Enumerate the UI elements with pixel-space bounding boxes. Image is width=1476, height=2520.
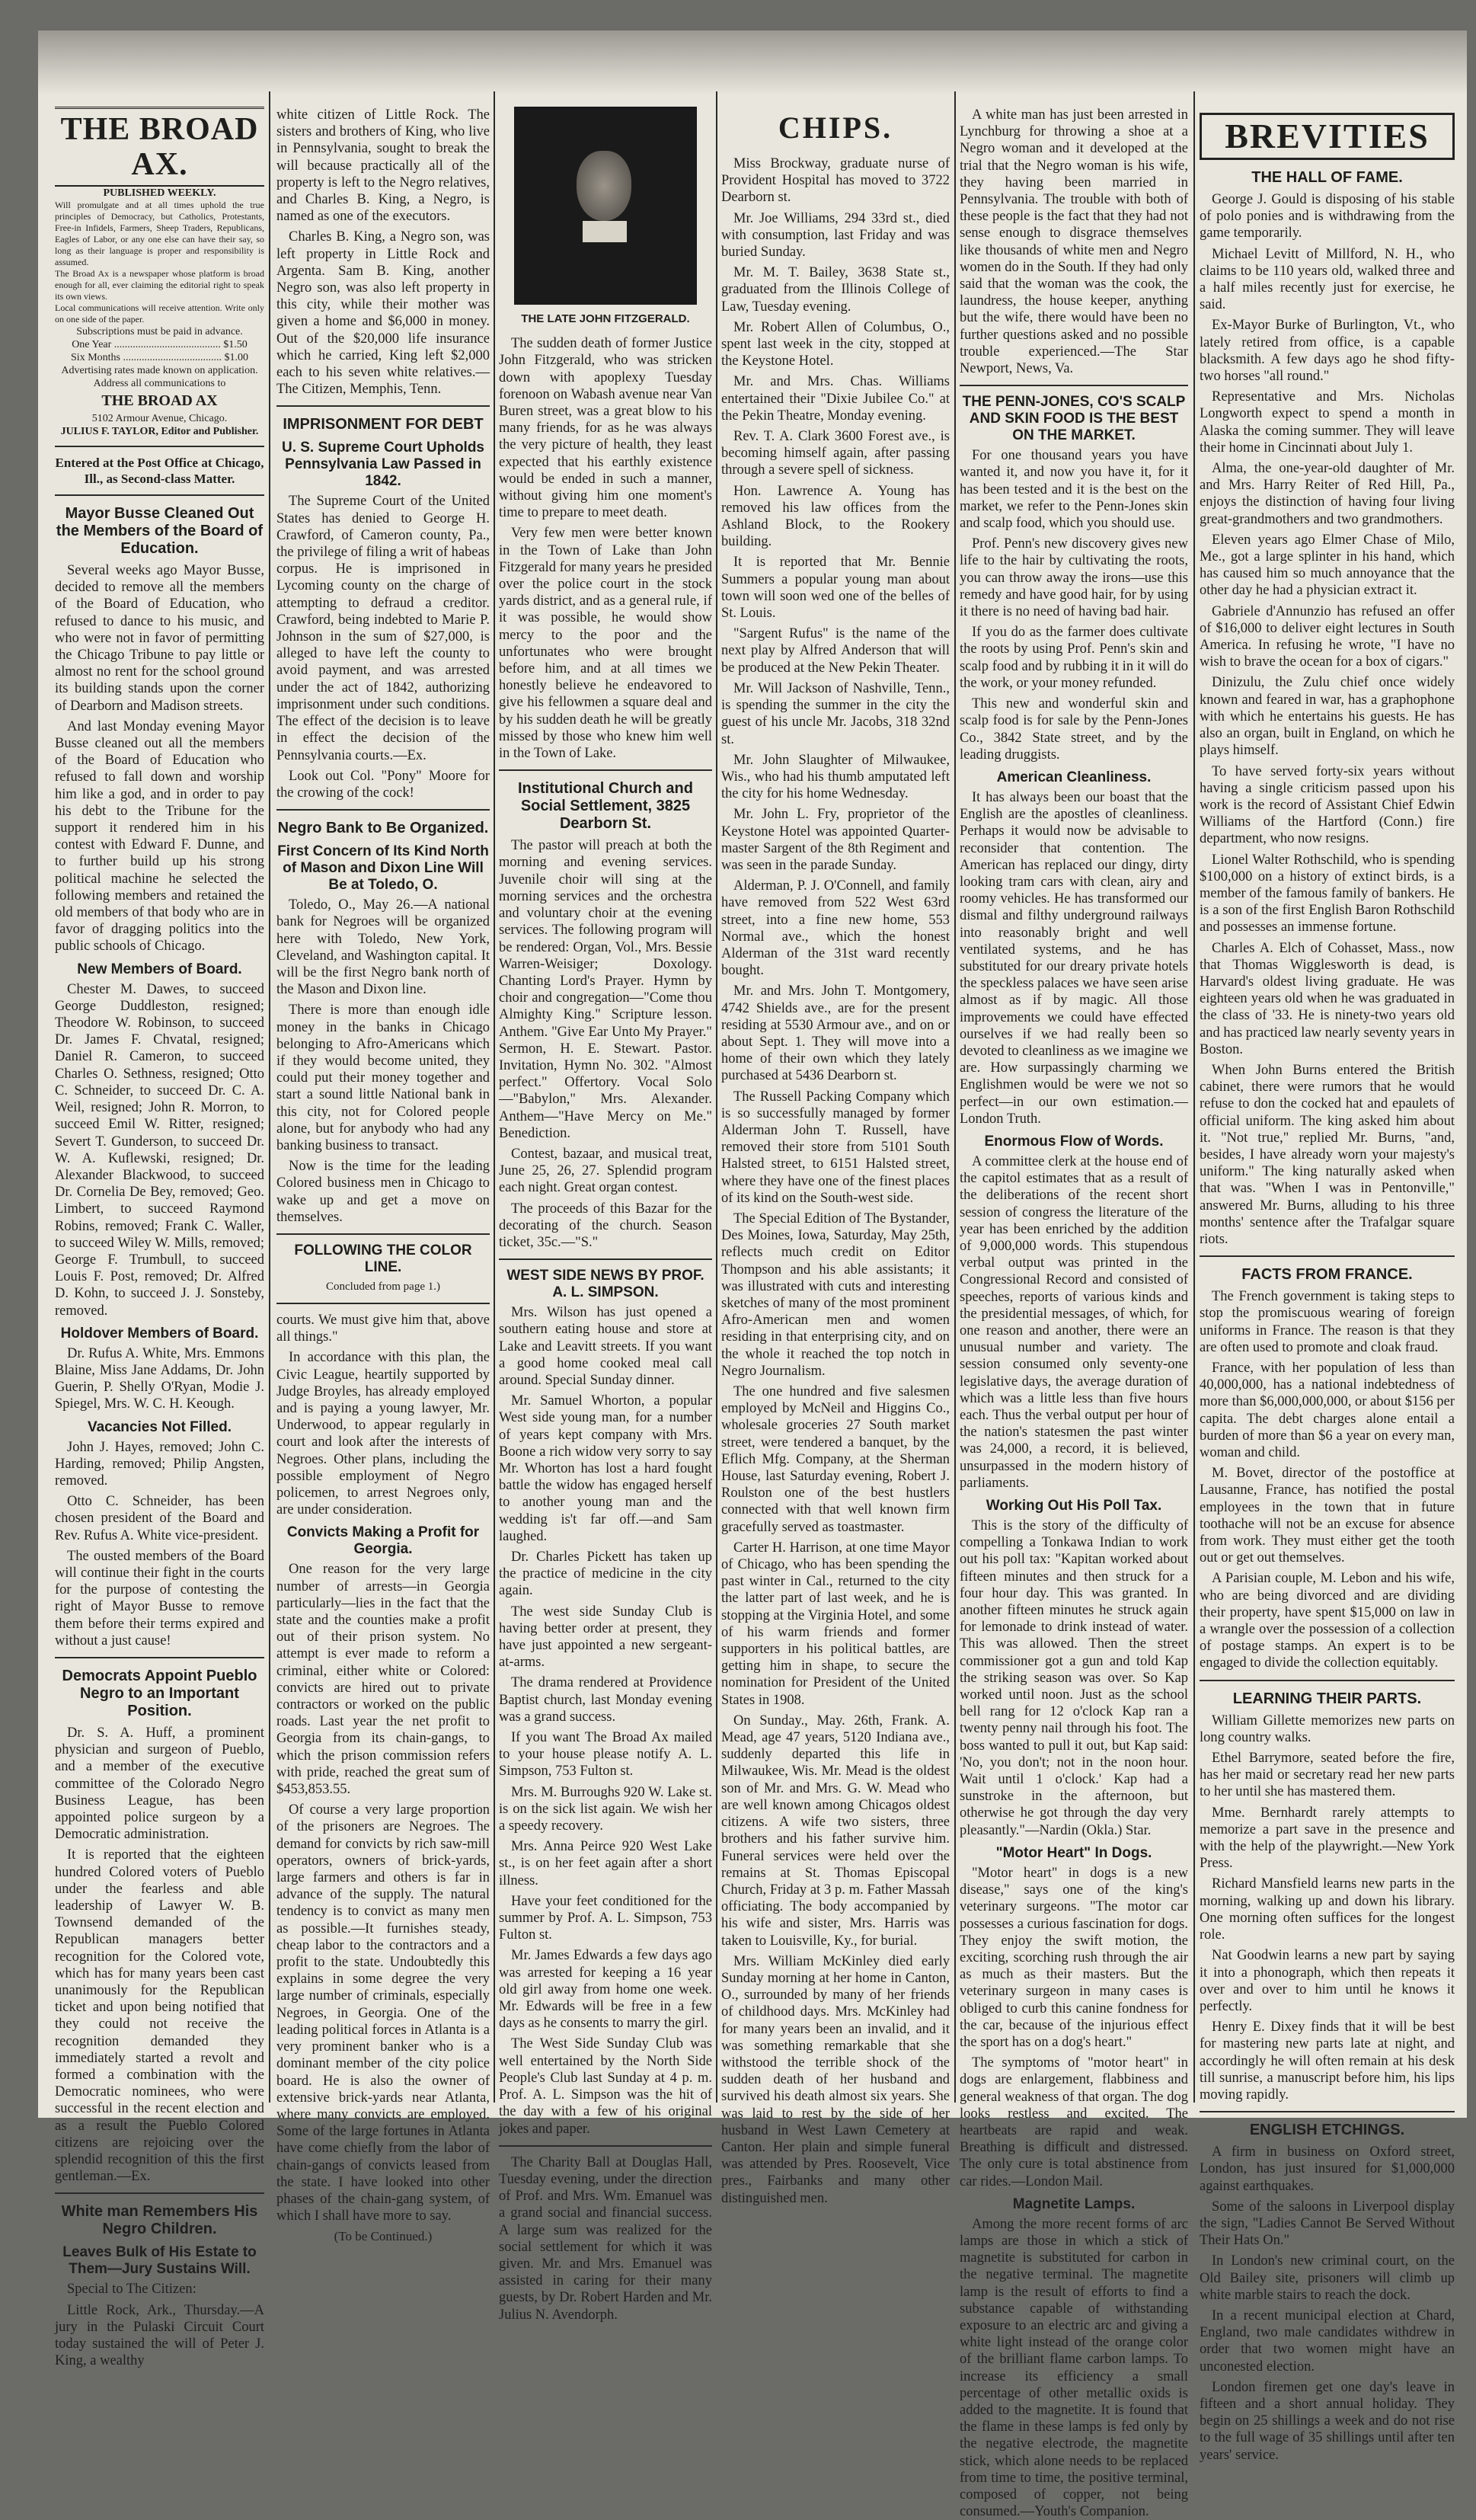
- article-paragraph: One reason for the very large number of arrests—in Georgia particularly—lies in the fact that the state and the counties make a profit out of their prison system. No attempt is ever made to reform a criminal, either white or Colored: convicts are hired out to private contractors or worked on the public roads. Last year the net profit to Georgia from its chain-gangs, to which the prison commission refers with pride, reached the great sum of $453,853.55.: [276, 1562, 490, 1798]
- item-paragraph: William Gillette memorizes new parts on long country walks.: [1200, 1713, 1455, 1745]
- divider: [276, 1303, 490, 1304]
- item-paragraph: Mr. and Mrs. Chas. Williams entertained their "Dixie Jubilee Co." at the Pekin Theatre, Monday evening.: [721, 374, 950, 424]
- article-paragraph: Very few men were better known in the Town of Lake than John Fitzgerald for many years he presided over the police court in the stock yards district, and as a general rule, if it was possible, he would show mercy to the poor and the unfortunates who were brought before him, and at all times we honestly believe he endeavored to give his fellowmen a square deal and by his sudden death he will be greatly missed by those who knew him well in the Town of Lake.: [499, 526, 713, 762]
- column-rule: [269, 91, 270, 2103]
- item-paragraph: Miss Brockway, graduate nurse of Provident Hospital has moved to 3722 Dearborn st.: [721, 156, 950, 206]
- article-paragraph: The sudden death of former Justice John Fitzgerald, who was stricken down with apoplexy Tuesday forenoon on Wabash avenue near Van Buren street, was a great blow to his many friends, for as he was always the very picture of health, they least expected that his earthly existence would be ended in such a manner, without giving him one moment's time to prepare to meet death.: [499, 336, 712, 521]
- concluded-note: Concluded from page 1.): [326, 1280, 440, 1293]
- portrait-collar: [583, 221, 627, 242]
- item-paragraph: To have served forty-six years without having a single criticism passed upon his work is the record of Assistant Chief Edwin Williams of the Hartford (Conn.) fire department, who now resigns.: [1200, 763, 1455, 847]
- article-paragraph: The Charity Ball at Douglas Hall, Tuesday evening, under the direction of Prof. and Mrs. Wm. Emanuel was a grand social and financial success. A large sum was realized for the social settlement for which it was given. Mr. and Mrs. Emanuel was assisted in caring for their many guests, by Dr. Robert Harden and Mr. Julius N. Avendorph.: [499, 2154, 712, 2323]
- newspaper-page: [38, 30, 1467, 2520]
- portrait-photo: [514, 107, 697, 305]
- article-paragraph: Look out Col. "Pony" Moore for the crowing of the cock!: [276, 768, 490, 801]
- item-paragraph: Richard Mansfield learns new parts in the morning, walking up and down his library. One morning often suffices for the longest role.: [1200, 1876, 1455, 1943]
- column-5: [960, 107, 1189, 2520]
- article-paragraph: The Supreme Court of the United States has denied to George H. Crawford, of Cameron county, Pa., the privilege of filing a writ of habeas corpus. He is imprisoned in Lycoming county on the charge of attempting to defraud a creditor. Crawford, being indebted to Marie P. Johnson in the sum of $27,000, is alleged to have left the county to avoid payment, and was arrested under the act of 1842, authorizing imprisonment under such conditions. The effect of the decision is to leave in effect the decision of the Pennsylvania courts.—Ex.: [276, 494, 490, 763]
- headline-debt: IMPRISONMENT FOR DEBT: [283, 416, 484, 433]
- item-paragraph: A Parisian couple, M. Lebon and his wife, who are being divorced and are dividing their property, have spent $15,000 on law in a wrangle over the possession of a collection of postage stamps. An expert is to be engaged to divide the collection equitably.: [1200, 1571, 1455, 1671]
- item-paragraph: Carter H. Harrison, at one time Mayor of Chicago, who has been spending the past winter in Cal., returned to the city the latter part of last week, and he is stopping at the Virginia Hotel, and some of his warm friends and former supporters in his political battles, are getting him in shape, to secure the nomination for President of the United States in 1908.: [721, 1540, 950, 1708]
- item-paragraph: In a recent municipal election at Chard, England, two male candidates withdrew in order that two women might have an unconested election.: [1200, 2307, 1455, 2374]
- column-3: [499, 107, 713, 2323]
- article-paragraph: A committee clerk at the house end of the capitol estimates that as a result of the deliberations of the recent short session of congress the literature of the year has been enriched by the addition of 9,000,000 words. This stupendous verbal output was printed in the Congressional Record and consisted of speeches, reports of various kinds and the presidential messages, of which, for one reason and another, there were an unusual number and variety. The session consumed only seventy-one legislative days, the average duration of which was a little less than five hours each. Thus the verbal output per hour of the nation's statesmen the past winter was 24,000, a record, it is believed, unsurpassed in the modern history of parliaments.: [960, 1153, 1188, 1491]
- divider: [499, 1258, 712, 1260]
- entered-notice: Entered at the Post Office at Chicago, Ill., as Second-class Matter.: [55, 456, 264, 486]
- headline-white-man: White man Remembers His Negro Children.: [61, 2203, 258, 2238]
- article-paragraph: It has always been our boast that the English are the apostles of cleanliness. Perhaps it would now be advisable to reconsider that contention. The American has replaced our dingy, dirty looking tram cars with clean, airy and roomy vehicles. He has transformed our dismal and filthy underground railways into reasonably bright and well ventilated systems, and he has substituted for our dreary private hotels the speckless palaces we have seen arise almost as if by magic. All those improvements we could have effected ourselves if we had really been so devoted to cleanliness as we imagine we are. How surpassingly charming we Englishmen would be were we not so perfect—in our own estimation.—London Truth.: [960, 789, 1189, 1127]
- headline-huff: Democrats Appoint Pueblo Negro to an Important Position.: [62, 1667, 257, 1719]
- article-paragraph: This new and wonderful skin and scalp food is for sale by the Penn-Jones Co., 3842 State street, and by the leading druggists.: [960, 696, 1188, 763]
- item-paragraph: The Russell Packing Company which is so successfully managed by former Alderman John T. Russell, have removed their store from 5101 South Halsted street, to 6151 Halsted street, where they have one of the finest places of its kind on the South-west side.: [721, 1089, 950, 1206]
- article-paragraph: There is more than enough idle money in the banks in Chicago belonging to Afro-Americans which if they would become united, they could put their money together and start a sound little National bank in this city, not for Colored people alone, but for anybody who had any banking business to transact.: [276, 1003, 490, 1153]
- masthead-rate-six: Six Months ..................................... $1.00: [71, 352, 248, 363]
- divider: [55, 446, 264, 447]
- article-paragraph: Mr. Samuel Whorton, a popular West side young man, for a number of years kept company with Mrs. Boone a rich widow very sorry to say Mr. Whorton has lost a hard fought battle the widow has engaged herself to another young man and the wedding is't far off.—and Sam laughed.: [499, 1393, 712, 1544]
- article-paragraph: Little Rock, Ark., Thursday.—A jury in the Pulaski Circuit Court today sustained the will of Peter J. King, a wealthy: [55, 2302, 264, 2369]
- masthead-title: THE BROAD AX.: [55, 107, 264, 187]
- article-paragraph: A white man has just been arrested in Lynchburg for throwing a shoe at a Negro woman and it developed at the trial that the Negro woman is his wife, they having been married in Pennsylvania. The trouble with both of these people is the fact that they had not sense enough to disgrace themselves like thousands of white men and Negro women do in the South. If they had only said that the woman was the cook, the laundress, the house keeper, anything but the wife, there would have been no further questions asked and no possible trouble experienced.—The Star Newport, News, Va.: [960, 107, 1188, 377]
- to-be-continued: (To be Continued.): [334, 2229, 433, 2244]
- article-paragraph: Have your feet conditioned for the summer by Prof. A. L. Simpson, 753 Fulton st.: [499, 1893, 712, 1943]
- divider: [276, 405, 490, 407]
- article-paragraph: Mr. James Edwards a few days ago was arrested for keeping a 16 year old girl away from home one week. Mr. Edwards will be free in a few days as he consents to marry the girl.: [499, 1948, 712, 2032]
- article-paragraph: For one thousand years you have wanted it, and now you have it, for it has been tested and it is the best on the market, we refer to the Penn-Jones skin and scalp food, which you should use.: [960, 448, 1188, 532]
- column-rule: [954, 91, 956, 2103]
- item-paragraph: It is reported that Mr. Bennie Summers a popular young man about town will soon wed one of the belles of St. Louis.: [721, 555, 950, 622]
- item-paragraph: Alma, the one-year-old daughter of Mr. and Mrs. Harry Reiter of Red Hill, Pa., enjoys the distinction of having four living great-grandmothers and two grandmothers.: [1200, 461, 1455, 527]
- subhead-new-members: New Members of Board.: [77, 961, 242, 977]
- article-paragraph: In accordance with this plan, the Civic League, heartily supported by Judge Broyles, has already employed and is paying a young lawyer, Mr. Underwood, to appear regularly in court and look after the interests of Negroes. Other plans, including the possible employment of Negro policemen, to arrest Negroes only, are under consideration.: [276, 1350, 490, 1518]
- item-paragraph: On Sunday., May. 26th, Frank. A. Mead, age 47 years, 5120 Indiana ave., suddenly departed this life in Milwaukee, Wis. Mr. Mead is the oldest son of Mr. and Mrs. G. W. Mead who are well known among Chicagos oldest citizens. A wife two sisters, three brothers and his father survive him. Funeral services were held over the remains at St. Thomas Episcopal Church, Friday at 3 p. m. Father Massah officiating. The body accompanied by his wife and sister, Mrs. Harris was taken to Louisville, Ky., for burial.: [721, 1713, 950, 1949]
- item-paragraph: Eleven years ago Elmer Chase of Milo, Me., got a large splinter in his hand, which has caused him so much annoyance that the other day he had a physician extract it.: [1200, 532, 1455, 599]
- page-top-shadow: [38, 30, 1467, 95]
- headline-west-side: WEST SIDE NEWS BY PROF. A. L. SIMPSON.: [506, 1268, 704, 1301]
- headline-learning-parts: LEARNING THEIR PARTS.: [1232, 1690, 1422, 1707]
- divider: [499, 769, 712, 771]
- masthead-street: 5102 Armour Avenue, Chicago.: [91, 413, 228, 424]
- subhead-convicts: Convicts Making a Profit for Georgia.: [286, 1524, 480, 1558]
- item-paragraph: Ex-Mayor Burke of Burlington, Vt., who lately retired from office, is a capable blacksmith. A few days ago he shod fifty-two horses "all round.": [1200, 318, 1455, 385]
- column-2: [276, 107, 490, 2244]
- divider: [276, 809, 490, 811]
- masthead-local: Local communications will receive attention. Write only on one side of the paper.: [55, 302, 264, 325]
- divider: [55, 2192, 264, 2194]
- article-paragraph: The west side Sunday Club is having better order at present, they have just appointed a new sergeant-at-arms.: [499, 1604, 712, 1671]
- item-paragraph: Nat Goodwin learns a new part by saying it into a phonograph, which then repeats it over and over to him until he knows it perfectly.: [1200, 1948, 1455, 2014]
- item-paragraph: When John Burns entered the British cabinet, there were rumors that he would refuse to don the cocked hat and epaulets of official uniform. The king asked him about it. "Not true," replied Mr. Burns, "and, besides, I have already worn your majesty's uniform." The king naturally asked when that was. "When I was in Pentonville," answered Mr. Burns, alluding to his three months' sentence after the Trafalgar square riots.: [1200, 1062, 1455, 1247]
- chips-masthead: CHIPS.: [778, 110, 893, 145]
- article-paragraph: courts. We must give him that, above all things.": [276, 1312, 490, 1345]
- subhead-leaves: Leaves Bulk of His Estate to Them—Jury Sustains Will.: [62, 2244, 257, 2278]
- article-paragraph: And last Monday evening Mayor Busse cleaned out all the members of the Board of Education who refused to fall down and worship him like a god, and in order to pay his debt to the Tribune for the support it rendered him in his contest with Edward F. Dunne, and to further build up his strong political machine he selected the following members and retained the old members of that body who are in favor of dragging politics into the public schools of Chicago.: [55, 718, 264, 955]
- headline-facts-france: FACTS FROM FRANCE.: [1241, 1266, 1413, 1284]
- item-paragraph: Alderman, P. J. O'Connell, and family have removed from 522 West 63rd street, into a fine new home, 553 Normal ave., which the honest Alderman of the 31st ward recently bought.: [721, 878, 950, 979]
- article-paragraph: It is reported that the eighteen hundred Colored voters of Pueblo under the fearless and able leadership of Lawyer W. B. Townsend demanded of the Republican managers better recognition for the Colored vote, which has for many years been cast unanimously for the Republican ticket and upon being notified that they could not receive the recognition demanded they immediately started a revolt and formed a combination with the Democratic nominees, who were successful in the recent election and as a result the Pueblo Colored citizens are rejoicing over the splendid recognition of this the first gentleman.—Ex.: [55, 1847, 264, 2185]
- item-paragraph: M. Bovet, director of the postoffice at Lausanne, France, has notified the postal employees in the town that in future toothache will not be an excuse for absence from work. They must either get the tooth out or get out themselves.: [1200, 1466, 1455, 1566]
- divider: [499, 2145, 712, 2147]
- article-paragraph: Otto C. Schneider, has been chosen president of the Board and Rev. Rufus A. White vice-president.: [55, 1494, 264, 1543]
- subhead-holdover: Holdover Members of Board.: [60, 1325, 259, 1342]
- column-4: [721, 107, 950, 2206]
- subhead-vacancies: Vacancies Not Filled.: [87, 1418, 232, 1435]
- article-paragraph: Of course a very large proportion of the prisoners are Negroes. The demand for convicts by rich saw-mill operators, owners of brick-yards, large farmers and others is far in advance of the supply. The natural tendency is to convict as many men as possible.—It furnishes steady, cheap labor to the contractors and a profit to the state. Undoubtedly this explains in some degree the very large number of criminals, especially Negroes, in Georgia. One of the leading political forces in Atlanta is a very prominent banker who is a dominant member of the city police board. He is also the owner of extensive brick-yards near Atlanta, where many convicts are employed. Some of the large fortunes in Atlanta have come chiefly from the labor of chain-gangs of convicts leased from the state. I have looked into other phases of the chain-gang system, of which I shall have more to say.: [276, 1802, 490, 2224]
- subhead-motor-heart: "Motor Heart" In Dogs.: [995, 1844, 1152, 1861]
- item-paragraph: Representative and Mrs. Nicholas Longworth expect to spend a month in Alaska the coming summer. They will leave their home in Cincinnati about July 1.: [1200, 389, 1455, 456]
- masthead-published: PUBLISHED WEEKLY.: [103, 187, 216, 199]
- item-paragraph: Mr. John L. Fry, proprietor of the Keystone Hotel was appointed Quarter-master Sargent of the 8th Regiment and was seen in the parade Sunday.: [721, 807, 950, 873]
- column-rule: [1193, 91, 1195, 2103]
- subhead-supreme-court: U. S. Supreme Court Upholds Pennsylvania Law Passed in 1842.: [281, 440, 485, 490]
- article-paragraph: Dr. S. A. Huff, a prominent physician and surgeon of Pueblo, and a member of the executive committee of the Colorado Negro Business League, has been appointed police surgeon by a Democratic administration.: [55, 1725, 264, 1843]
- masthead-aims: The Broad Ax is a newspaper whose platform is broad enough for all, ever claiming the editorial right to speak its own views.: [55, 268, 264, 302]
- masthead-rate-year: One Year ........................................ $1.50: [72, 339, 248, 350]
- item-paragraph: Dinizulu, the Zulu chief once widely known and feared in war, has a graphophone with which he entertains his guests. He has also an organ, built in England, on which he plays himself.: [1200, 675, 1455, 759]
- article-paragraph: Several weeks ago Mayor Busse, decided to remove all the members of the Board of Education, who refused to dance to his music, and who were not in favor of permitting the Chicago Tribune to pay little or almost no rent for the school ground its building stands upon the corner of Dearborn and Madison streets.: [55, 563, 264, 714]
- divider: [1200, 1680, 1455, 1681]
- item-paragraph: Charles A. Elch of Cohasset, Mass., now that Thomas Wigglesworth is dead, is Harvard's oldest living graduate. He was eighteen years old when he was graduated in the class of '33. He is ninety-two years old and has practiced law nearly seventy years in Boston.: [1200, 940, 1455, 1057]
- article-paragraph: The pastor will preach at both the morning and evening services. Juvenile choir will sing at the morning services and the orchestra and voluntary choir at the evening services. The following program will be rendered: Organ, Vol., Mrs. Bessie Warren-Weisiger; Doxology. Chanting Lord's Prayer. Hymn by choir and congregation—"Come thou Almighty King." Scripture lesson. Anthem. "Give Ear Unto My Prayer." Sermon, H. E. Stewart. Pastor. Invitation, Hymn No. 302. "Almost perfect." Offertory. Vocal Solo—"Babylon," Mrs. Alexander. Anthem—"Have Mercy on Me." Benediction.: [499, 838, 712, 1141]
- article-paragraph: The drama rendered at Providence Baptist church, last Monday evening was a grand success.: [499, 1675, 712, 1725]
- article-paragraph: The ousted members of the Board will continue their fight in the courts for the purpose of contesting the right of Mayor Busse to remove them before their terms expired and without a just cause!: [55, 1548, 264, 1649]
- masthead-publisher: JULIUS F. TAYLOR, Editor and Publisher.: [60, 426, 259, 437]
- article-paragraph: Mrs. Anna Peirce 920 West Lake st., is on her feet again after a short illness.: [499, 1839, 712, 1888]
- masthead-address: Address all communications to: [93, 378, 226, 389]
- item-paragraph: Hon. Lawrence A. Young has removed his law offices from the Ashland Block, to the Rookery building.: [721, 483, 950, 550]
- item-paragraph: Ethel Barrymore, seated before the fire, has her maid or secretary read her new parts to her until she has mastered them.: [1200, 1751, 1455, 1800]
- item-paragraph: George J. Gould is disposing of his stable of polo ponies and is withdrawing from the game temporarily.: [1200, 192, 1455, 241]
- item-paragraph: Mme. Bernhardt rarely attempts to memorize a part save in the presence and with the help of the playwright.—New York Press.: [1200, 1805, 1455, 1872]
- item-paragraph: Lionel Walter Rothschild, who is spending $100,000 on a history of extinct birds, is a member of the famous family of bankers. He is a son of the first English Baron Rothschild and possesses an immense fortune.: [1200, 852, 1455, 935]
- article-paragraph: Among the more recent forms of arc lamps are those in which a stick of magnetite is substituted for carbon in the negative terminal. The magnetite lamp is the result of efforts to find a substance capable of withstanding exposure to an electric arc and giving a white light instead of the orange color of the brilliant flame carbon lamps. To increase its efficiency a small percentage of other metallic oxids is added to the magnetite. It is found that the flame in these lamps is fed only by the negative electrode, the magnetite stick, which alone needs to be replaced from time to time, the positive terminal, composed of copper, not being consumed.—Youth's Companion.: [960, 2216, 1188, 2520]
- item-paragraph: Henry E. Dixey finds that it will be best for mastering new parts late at night, and accordingly he will often remain at his desk till sunrise, a manuscript before him, his lips moving rapidly.: [1200, 2020, 1455, 2103]
- column-rule: [716, 91, 717, 2103]
- article-paragraph: Special to The Citizen:: [67, 2282, 196, 2298]
- divider: [1200, 2111, 1455, 2112]
- article-paragraph: Prof. Penn's new discovery gives new life to the hair by cultivating the roots, you can throw away the irons—use this remedy and have good hair, for by using it there is no need of having bad hair.: [960, 536, 1188, 620]
- item-paragraph: Mr. Robert Allen of Columbus, O., spent last week in the city, stopped at the Keystone Hotel.: [721, 319, 950, 369]
- article-paragraph: Dr. Charles Pickett has taken up the practice of medicine in the city again.: [499, 1549, 712, 1599]
- item-paragraph: Gabriele d'Annunzio has refused an offer of $16,000 to deliver eight lectures in South America. In refusing he wrote, "I have no wish to brave the ocean for a box of cigars.": [1200, 603, 1455, 670]
- masthead-advertising: Advertising rates made known on application.: [61, 365, 258, 376]
- item-paragraph: "Sargent Rufus" is the name of the next play by Alfred Anderson that will be produced at the New Pekin Theater.: [721, 626, 950, 676]
- divider: [1200, 1255, 1455, 1257]
- subhead-poll-tax: Working Out His Poll Tax.: [986, 1498, 1162, 1514]
- item-paragraph: Mr. M. T. Bailey, 3638 State st., graduated from the Illinois College of Law, Tuesday evening.: [721, 265, 950, 315]
- item-paragraph: Michael Levitt of Millford, N. H., who claims to be 110 years old, walked three and a half miles recently just for exercise, he said.: [1200, 246, 1455, 313]
- article-paragraph: The West Side Sunday Club was well entertained by the North Side People's Club last Sunday at 4 p. m. Prof. A. L. Simpson was the hit of the day with a few of his original jokes and paper.: [499, 2036, 712, 2137]
- article-paragraph: Chester M. Dawes, to succeed George Duddleston, resigned; Theodore W. Robinson, to succeed Dr. James F. Chvatal, resigned; Daniel R. Cameron, to succeed Charles O. Sethness, resigned; Otto C. Schneider, to succeed Dr. C. A. Weil, resigned; John R. Morron, to succeed Emil W. Ritter, resigned; Severt T. Gunderson, to succeed Dr. W. A. Kuflewski, resigned; Dr. Alexander Blackwood, to succeed Dr. Cornelia De Bey, removed; Geo. Limbert, to succeed Raymond Robins, removed; Frank C. Waller, to succeed Wiley W. Mills, removed; George F. Trumbull, to succeed Louis F. Post, removed; Dr. Alfred D. Kohn, to succeed J. J. Sonsteby, removed.: [55, 981, 264, 1319]
- column-rule: [494, 91, 495, 2103]
- article-paragraph: If you do as the farmer does cultivate the roots by using Prof. Penn's skin and scalp food and by rubbing it in it will do the work, or your money refunded.: [960, 625, 1188, 691]
- portrait-face: [577, 151, 631, 221]
- item-paragraph: Mr. Joe Williams, 294 33rd st., died with consumption, last Friday and was buried Sunday.: [721, 210, 950, 261]
- article-paragraph: "Motor heart" in dogs is a new disease," says one of the king's veterinary surgeons. "The motor car possesses a curious fascination for dogs. They enjoy the swift motion, the exciting, scorching rush through the air as much as their masters. But the veterinary surgeon in many cases is obliged to curb this canine fondness for the car, because of the injurious effect the sport has on a dog's heart.": [960, 1865, 1188, 2050]
- subhead-magnetite: Magnetite Lamps.: [1012, 2195, 1136, 2212]
- headline-color-line: FOLLOWING THE COLOR LINE.: [294, 1242, 472, 1275]
- headline-institutional-church: Institutional Church and Social Settlement, 3825 Dearborn St.: [518, 780, 693, 833]
- brevities-masthead: BREVITIES: [1200, 113, 1455, 160]
- headline-busse: Mayor Busse Cleaned Out the Members of the Board of Education.: [56, 505, 264, 557]
- article-paragraph: Toledo, O., May 26.—A national bank for Negroes will be organized here with Toledo, New York, Cleveland, and Washington capital. It will be the first Negro bank north of the Mason and Dixon line.: [276, 897, 490, 998]
- subhead-first-concern: First Concern of Its Kind North of Mason and Dixon Line Will Be at Toledo, O.: [277, 843, 489, 894]
- column-1: [55, 107, 264, 2369]
- item-paragraph: Mr. Will Jackson of Nashville, Tenn., is spending the summer in the city the guest of his uncle Mr. Jacobs, 318 32nd st.: [721, 680, 950, 747]
- item-paragraph: Rev. T. A. Clark 3600 Forest ave., is becoming himself again, after passing through a severe spell of sickness.: [721, 429, 950, 478]
- headline-negro-bank: Negro Bank to Be Organized.: [277, 820, 489, 837]
- article-paragraph: Now is the time for the leading Colored business men in Chicago to wake up and get a move on themselves.: [276, 1159, 490, 1225]
- divider: [55, 494, 264, 496]
- item-paragraph: France, with her population of less than 40,000,000, has a national indebtedness of more than $6,000,000,000, or about $156 per capita. The debt charges alone entail a burden of more than $6 a year on every man, woman and child.: [1200, 1361, 1455, 1461]
- article-paragraph: If you want The Broad Ax mailed to your house please notify A. L. Simpson, 753 Fulton st.: [499, 1730, 712, 1780]
- item-paragraph: Mrs. William McKinley died early Sunday morning at her home in Canton, O., surrounded by many of her friends of childhood days. Mrs. McKinley had for many years been an invalid, and it was something remarkable that she withstood the terrible shock of the sudden death of her husband and survived his death almost six years. She was laid to rest by the side of her husband in West Lawn Cemetery at Canton. Her plain and simple funeral was attended by Pres. Roosevelt, Vice pres., Fairbanks and many other distinguished men.: [721, 1953, 950, 2206]
- headline-penn-jones: THE PENN-JONES, CO'S SCALP AND SKIN FOOD IS THE BEST ON THE MARKET.: [962, 394, 1186, 444]
- item-paragraph: Mr. and Mrs. John T. Montgomery, 4742 Shields ave., are for the present residing at 5530 Armour ave., and on or about Sept. 1. They will move into a home of their own which they lately purchased at 5436 Dearborn st.: [721, 983, 950, 1084]
- item-paragraph: A firm in business on Oxford street, London, has just insured for $1,000,000 against earthquakes.: [1200, 2144, 1455, 2194]
- article-paragraph: This is the story of the difficulty of compelling a Tonkawa Indian to work out his poll tax: "Kapitan worked about fifteen minutes and then struck for a four hour day. This was granted. In another fifteen minutes he struck again for lemonade to drink instead of water. This was allowed. Then the street commissioner got a gun and told Kap the striking season was over. So Kap worked until noon. Just as the school bell rang for 12 o'clock Kap ran a twenty penny nail through his foot. The boss wanted to pull it out, but Kap said: 'No, you don't; not in the noon hour. Wait until 1 o'clock.' Kap had a sunstroke in the afternoon, but otherwise he got through the day very pleasantly."—Nardin (Okla.) Star.: [960, 1518, 1188, 1838]
- masthead-intro: Will promulgate and at all times uphold the true principles of Democracy, but Catholics, Protestants, Free-in Infidels, Farmers, Sheep Traders, Republicans, Eagles of Labor, or any one else can have their say, so long as their language is proper and responsibility is assumed.: [55, 200, 264, 267]
- masthead-subscriptions: Subscriptions must be paid in advance.: [76, 326, 243, 337]
- item-paragraph: Mr. John Slaughter of Milwaukee, Wis., who had his thumb amputated left the city for his home Wednesday.: [721, 752, 950, 802]
- subhead-flow-words: Enormous Flow of Words.: [984, 1133, 1164, 1150]
- divider: [960, 385, 1188, 386]
- article-paragraph: Contest, bazaar, and musical treat, June 25, 26, 27. Splendid program each night. Great organ contest.: [499, 1146, 712, 1196]
- article-paragraph: Mrs. M. Burroughs 920 W. Lake st. is on the sick list again. We wish her a speedy recovery.: [499, 1784, 712, 1834]
- article-paragraph: Mrs. Wilson has just opened a southern eating house and store at Lake and Leavitt streets. If you want a good home cooked meal call around. Special Sunday dinner.: [499, 1305, 712, 1388]
- item-paragraph: In London's new criminal court, on the Old Bailey site, prisoners will climb up white marble stairs to reach the dock.: [1200, 2253, 1455, 2303]
- column-6: [1200, 107, 1455, 2463]
- item-paragraph: The one hundred and five salesmen employed by McNeil and Higgins Co., wholesale groceries 27 South market street, were tendered a banquet, by the Eflich Mfg. Company, at the Sherman House, last Saturday evening, Robert J. Roulston one of the best hustlers connected with that well known firm gracefully served as toastmaster.: [721, 1384, 950, 1535]
- article-paragraph: The symptoms of "motor heart" in dogs are enlargement, flabbiness and general weakness of that organ. The dog looks restless and excited. The heartbeats are rapid and weak. Breathing is difficult and distressed. The only cure is total abstinence from car rides.—London Mail.: [960, 2055, 1188, 2189]
- photo-caption: THE LATE JOHN FITZGERALD.: [521, 312, 690, 325]
- article-paragraph: The proceeds of this Bazar for the decorating of the church. Season ticket, 35c.—"S.": [499, 1201, 712, 1250]
- article-paragraph: Dr. Rufus A. White, Mrs. Emmons Blaine, Miss Jane Addams, Dr. John Guerin, P. Shelly O'Ryan, Modie J. Spiegel, Mrs. W. C. H. Keough.: [55, 1345, 264, 1412]
- article-paragraph: John J. Hayes, removed; John C. Harding, removed; Philip Angsten, removed.: [55, 1439, 264, 1489]
- masthead-name: THE BROAD AX: [101, 392, 218, 409]
- item-paragraph: The Special Edition of The Bystander, Des Moines, Iowa, Saturday, May 25th, reflects much credit on Editor Thompson and his able assistants; it was illustrated with cuts and interesting sketches of many of the most prominent Afro-American men and women residing in that enterprising city, and on the whole it reached the top notch in Negro Journalism.: [721, 1210, 950, 1379]
- item-paragraph: Some of the saloons in Liverpool display the sign, "Ladies Cannot Be Served Without Their Hats On.": [1200, 2199, 1455, 2249]
- item-paragraph: London firemen get one day's leave in fifteen and a short annual holiday. They begin on 25 shillings a week and do not rise to the full wage of 35 shillings until after ten years' service.: [1200, 2379, 1455, 2463]
- article-paragraph: white citizen of Little Rock. The sisters and brothers of King, who live in Pennsylvania, sought to break the will because practically all of the property is left to the Negro relatives, and Charles B. King, a Negro, is named as one of the executors.: [276, 107, 490, 225]
- divider: [55, 1657, 264, 1658]
- subhead-cleanliness: American Cleanliness.: [996, 769, 1152, 785]
- headline-english-etchings: ENGLISH ETCHINGS.: [1249, 2122, 1405, 2139]
- item-paragraph: The French government is taking steps to stop the promiscuous wearing of foreign uniforms in France. The reason is that they are often used to promote and cloak fraud.: [1200, 1289, 1455, 1355]
- article-paragraph: Charles B. King, a Negro son, was left property in Little Rock and Argenta. Sam B. King, another Negro son, was also left property in this city, while their mother was given a home and $6,000 in money. Out of the $20,000 life insurance which he carried, King left $2,000 each to his seven white relatives.—The Citizen, Memphis, Tenn.: [276, 229, 490, 398]
- headline-hall-of-fame: THE HALL OF FAME.: [1251, 169, 1403, 186]
- divider: [276, 1233, 490, 1235]
